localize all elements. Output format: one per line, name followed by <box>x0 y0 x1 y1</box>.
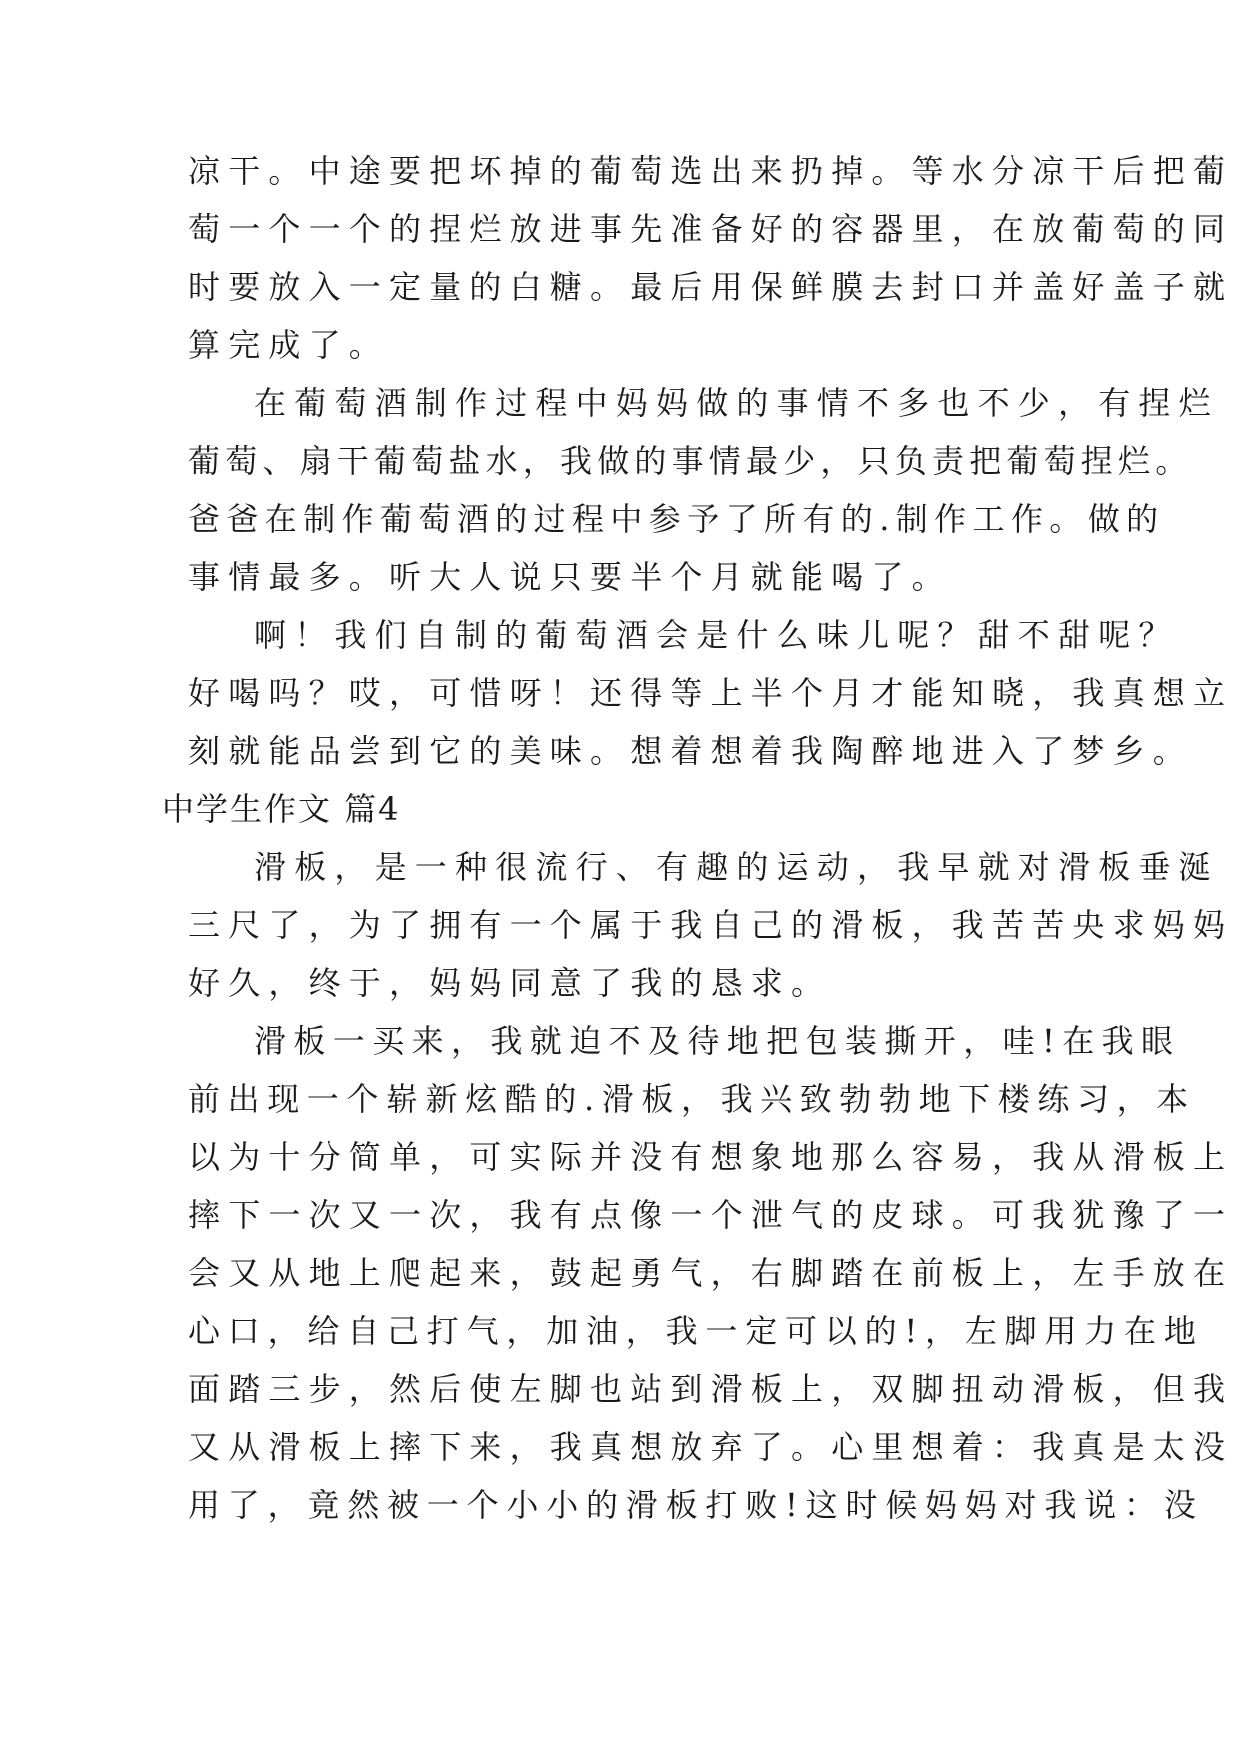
paragraph-2 <box>188 374 1219 606</box>
text-line: 滑板，是一种很流行、有趣的运动，我早就对滑板垂涎 <box>254 848 1219 886</box>
text-line: 心口，给自己打气，加油，我一定可以的!，左脚用力在地 <box>188 1312 1204 1350</box>
text-line: 爸爸在制作葡萄酒的过程中参予了所有的.制作工作。做的 <box>188 500 1165 538</box>
text-line: 三尺了，为了拥有一个属于我自己的滑板，我苦苦央求妈妈 <box>188 906 1234 944</box>
paragraph-3 <box>188 606 1234 780</box>
text-line: 以为十分简单，可实际并没有想象地那么容易，我从滑板上 <box>188 1138 1234 1176</box>
text-line: 会又从地上爬起来，鼓起勇气，右脚踏在前板上，左手放在 <box>188 1254 1234 1292</box>
text-line: 时要放入一定量的白糖。最后用保鲜膜去封口并盖好盖子就 <box>188 268 1234 306</box>
text-line: 事情最多。听大人说只要半个月就能喝了。 <box>188 558 952 596</box>
text-line: 葡萄、扇干葡萄盐水，我做的事情最少，只负责把葡萄捏烂。 <box>188 442 1193 480</box>
text-line: 面踏三步，然后使左脚也站到滑板上，双脚扭动滑板，但我 <box>188 1370 1234 1408</box>
text-line: 前出现一个崭新炫酷的.滑板，我兴致勃勃地下楼练习，本 <box>188 1080 1196 1118</box>
text-line: 刻就能品尝到它的美味。想着想着我陶醉地进入了梦乡。 <box>188 732 1194 770</box>
text-line: 好喝吗？哎，可惜呀！还得等上半个月才能知晓，我真想立 <box>188 674 1234 712</box>
text-line: 算完成了。 <box>188 326 390 364</box>
paragraph-4 <box>188 838 1234 1012</box>
text-line: 啊！我们自制的葡萄酒会是什么味儿呢？甜不甜呢？ <box>254 616 1179 654</box>
document-body <box>162 142 1234 1534</box>
text-line: 在葡萄酒制作过程中妈妈做的事情不多也不少，有捏烂 <box>254 384 1219 422</box>
text-line: 摔下一次又一次，我有点像一个泄气的皮球。可我犹豫了一 <box>188 1196 1234 1234</box>
text-line: 好久，终于，妈妈同意了我的恳求。 <box>188 964 832 1002</box>
text-line: 用了，竟然被一个小小的滑板打败!这时候妈妈对我说：没 <box>188 1486 1204 1524</box>
paragraph-1 <box>188 142 1234 374</box>
paragraph-5 <box>188 1012 1234 1534</box>
text-line: 又从滑板上摔下来，我真想放弃了。心里想着：我真是太没 <box>188 1428 1234 1466</box>
text-line: 滑板一买来，我就迫不及待地把包装撕开，哇!在我眼 <box>254 1022 1181 1060</box>
text-line: 萄一个一个的捏烂放进事先准备好的容器里，在放葡萄的同 <box>188 210 1234 248</box>
section-heading: 中学生作文 篇4 <box>162 790 401 828</box>
text-line: 凉干。中途要把坏掉的葡萄选出来扔掉。等水分凉干后把葡 <box>188 152 1234 190</box>
